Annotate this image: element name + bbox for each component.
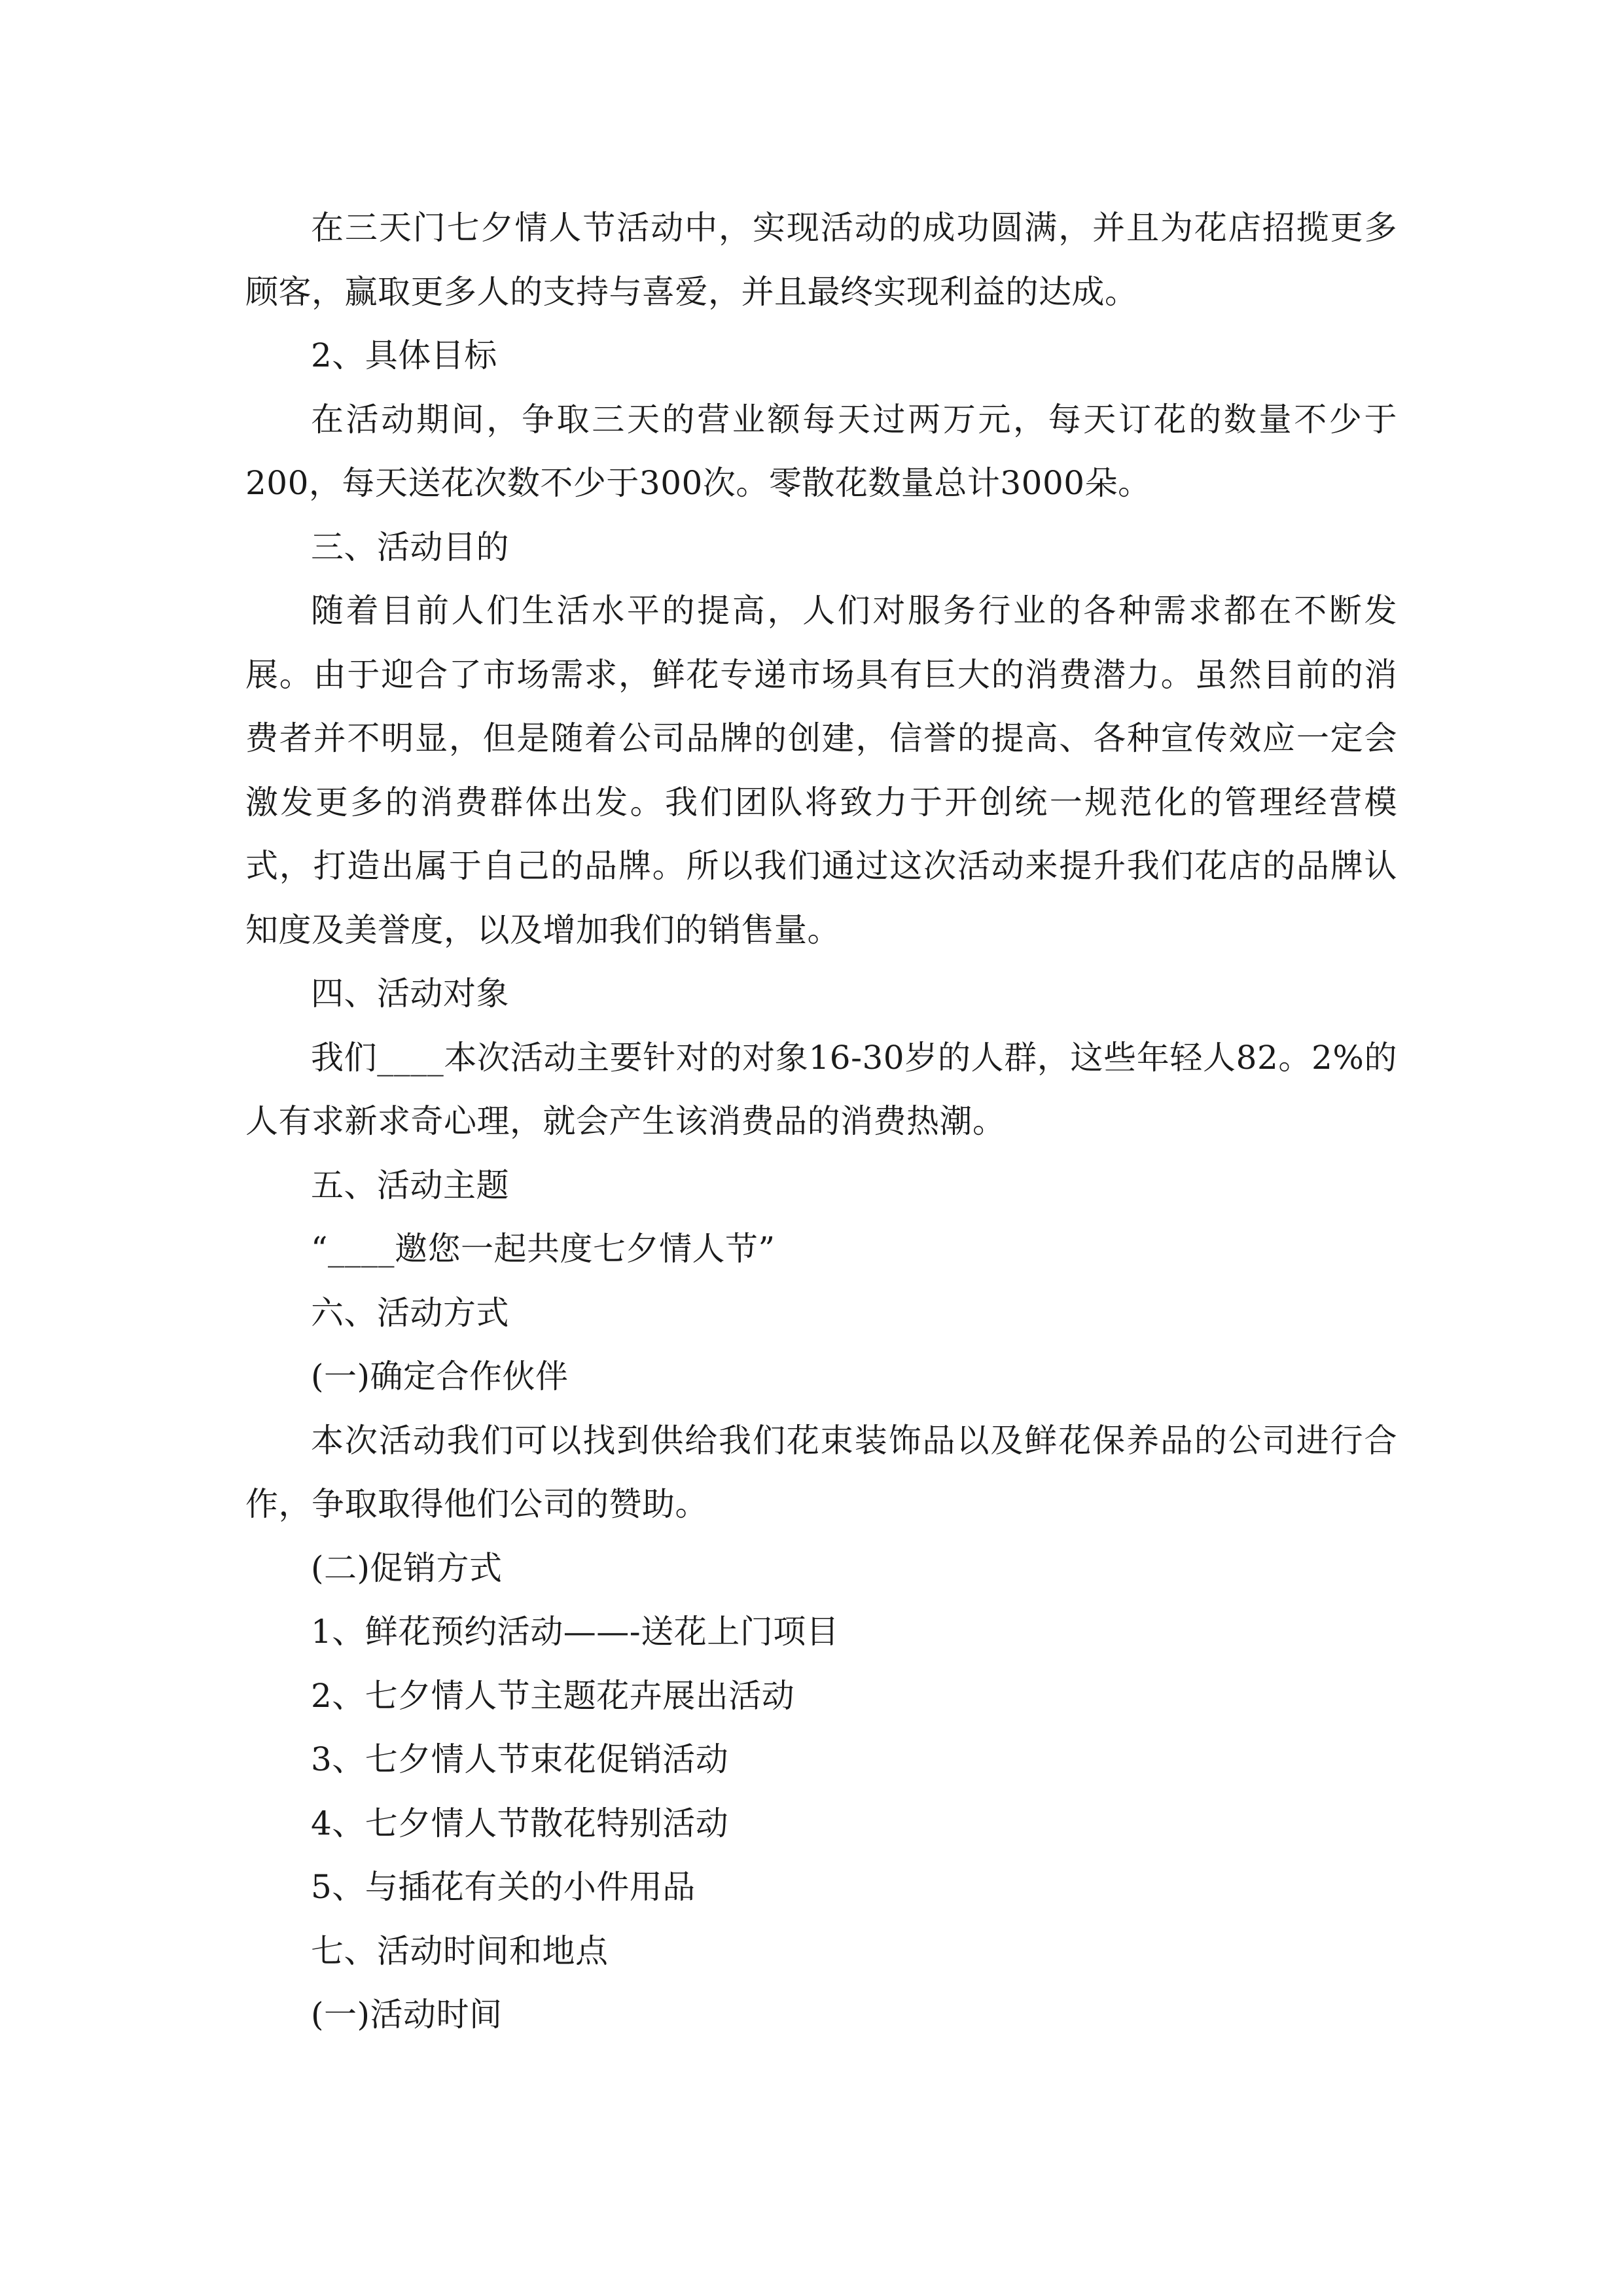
heading-time-location: 七、活动时间和地点 xyxy=(311,1931,609,1970)
subheading-partners: (一)确定合作伙伴 xyxy=(311,1357,569,1395)
list-item-promotion-1: 1、鲜花预约活动——-送花上门项目 xyxy=(311,1613,840,1651)
heading-activity-method: 六、活动方式 xyxy=(311,1293,509,1332)
list-item-promotion-4: 4、七夕情人节散花特别活动 xyxy=(311,1804,729,1842)
list-item-promotion-5: 5、与插花有关的小件用品 xyxy=(311,1868,696,1906)
paragraph-overall-goal: 在三天门七夕情人节活动中，实现活动的成功圆满，并且为花店招揽更多顾客，赢取更多人的支持与喜爱，并且最终实现利益的达成。 xyxy=(245,209,1397,311)
heading-activity-theme: 五、活动主题 xyxy=(311,1166,509,1204)
paragraph-partners: 本次活动我们可以找到供给我们花束装饰品以及鲜花保养品的公司进行合作，争取取得他们公司的赞助。 xyxy=(245,1421,1397,1523)
paragraph-activity-purpose: 随着目前人们生活水平的提高，人们对服务行业的各种需求都在不断发展。由于迎合了市场需求，鲜花专递市场具有巨大的消费潜力。虽然目前的消费者并不明显，但是随着公司品牌的创建，信誉的提高、各种宣传效应一定会激发更多的消费群体出发。我们团队将致力于开创统一规范化的管理经营模式，打造出属于自己的品牌。所以我们通过这次活动来提升我们花店的品牌认知度及美誉度，以及增加我们的销售量。 xyxy=(245,592,1397,949)
document-body xyxy=(245,196,1397,2047)
subheading-activity-time: (一)活动时间 xyxy=(311,1996,503,2034)
paragraph-activity-theme: “____邀您一起共度七夕情人节” xyxy=(311,1230,776,1268)
heading-specific-goals: 2、具体目标 xyxy=(311,336,497,374)
list-item-promotion-2: 2、七夕情人节主题花卉展出活动 xyxy=(311,1676,795,1715)
list-item-promotion-3: 3、七夕情人节束花促销活动 xyxy=(311,1740,729,1778)
paragraph-activity-audience: 我们____本次活动主要针对的对象16-30岁的人群，这些年轻人82。2%的人有求新求奇心理，就会产生该消费品的消费热潮。 xyxy=(245,1038,1397,1140)
paragraph-specific-goals: 在活动期间，争取三天的营业额每天过两万元，每天订花的数量不少于200，每天送花次数不少于300次。零散花数量总计3000朵。 xyxy=(245,400,1397,502)
subheading-promotion: (二)促销方式 xyxy=(311,1549,503,1587)
heading-activity-purpose: 三、活动目的 xyxy=(311,528,509,566)
heading-activity-audience: 四、活动对象 xyxy=(311,975,509,1013)
